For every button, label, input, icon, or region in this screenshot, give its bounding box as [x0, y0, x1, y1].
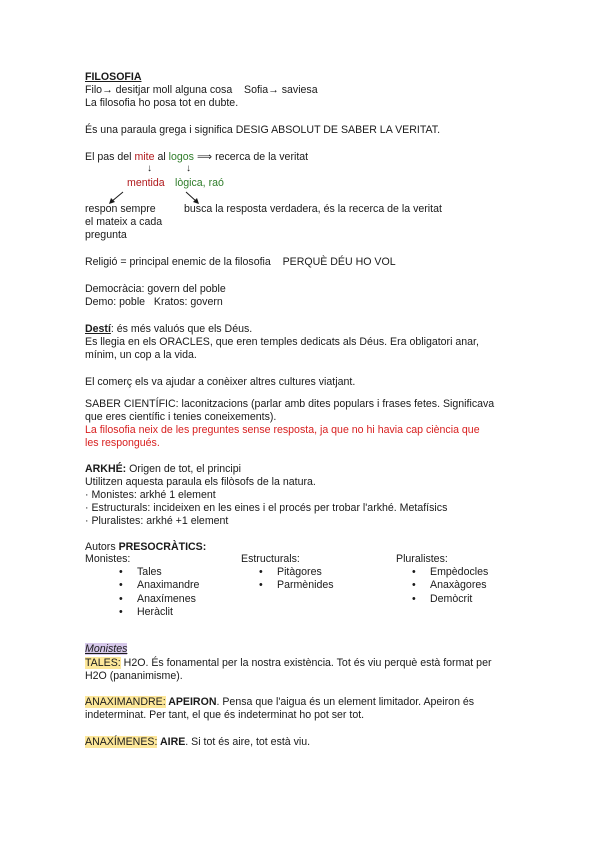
arkhe-line [85, 463, 241, 476]
tales-line: H2O (pananimisme). [85, 670, 183, 682]
desti-text: : és més valuós que els Déus. [110, 323, 253, 335]
pas-pre: El pas del [85, 151, 132, 163]
list-item: • Heràclit [113, 606, 199, 620]
busca-line: busca la resposta verdadera, és la recerca de la veritat [184, 203, 442, 215]
religio-text: Religió = principal enemic de la filosofia [85, 256, 271, 268]
saber-red-line: les respongués. [85, 437, 160, 449]
column-heading: Estructurals: [241, 553, 300, 565]
anaximenes-line [85, 736, 310, 749]
anaximandre-bold: APEIRON [165, 696, 217, 708]
column-heading: Monistes: [85, 553, 131, 565]
arrow-right-icon: → [268, 84, 279, 96]
respon-line: el mateix a cada [85, 216, 163, 228]
tales-text: H2O. És fonamental per la nostra existència. Tot és viu perquè està format per [120, 657, 492, 669]
anaximandre-line [85, 696, 474, 709]
anaximenes-label: ANAXÍMENES: [85, 736, 158, 748]
list-item: • Demòcrit [406, 593, 488, 607]
arkhe-item: · Estructurals: incideixen en les eines i el procés per trobar l'arkhé. Metafísics [85, 502, 448, 514]
tales-line [85, 657, 492, 670]
autors-line [85, 541, 206, 554]
mentida-word: mentida [127, 177, 165, 189]
anaximandre-label: ANAXIMANDRE: [85, 696, 166, 708]
pas-line [85, 151, 308, 164]
doubt-line: La filosofia ho posa tot en dubte. [85, 97, 239, 109]
anaximandre-text: . Pensa que l'aigua és un element limitador. Apeiron és [216, 696, 475, 708]
list-item: • Anaximandre [113, 579, 199, 593]
list-item: • Pitàgores [253, 566, 334, 580]
religio-caps: PERQUÈ DÉU HO VOL [282, 256, 396, 268]
arkhe-item: · Pluralistes: arkhé +1 element [85, 515, 229, 527]
al-word: al [157, 151, 166, 163]
filo-definition: desitjar moll alguna cosa [115, 84, 233, 96]
autors-label: Autors [85, 541, 119, 553]
respon-line: respon sempre [85, 203, 156, 215]
doc-title: FILOSOFIA [85, 71, 142, 83]
etymology-line [85, 84, 318, 97]
column-monistes [85, 553, 199, 620]
greek-line: És una paraula grega i significa DESIG ABSOLUT DE SABER LA VERITAT. [85, 124, 441, 136]
anaximandre-line: indeterminat. Per tant, el que és indeterminat ho pot ser tot. [85, 709, 365, 721]
list-item: • Empèdocles [406, 566, 488, 580]
arkhe-item: · Monistes: arkhé 1 element [85, 489, 216, 501]
saber-line: que eres científic i tenies coneixements). [85, 411, 277, 423]
pas-post: recerca de la veritat [215, 151, 309, 163]
arrow-down-icon: ↓ [186, 163, 191, 174]
comerc-line: El comerç els va ajudar a conèixer altres cultures viatjant. [85, 376, 356, 388]
saber-line: SABER CIENTÍFIC: laconitzacions (parlar amb dites populars i frases fetes. Significava [85, 398, 495, 410]
implies-icon: ⟹ [196, 151, 213, 163]
desti-line: mínim, un cop a la vida. [85, 349, 197, 361]
arkhe-line: Utilitzen aquesta paraula els filòsofs de la natura. [85, 476, 316, 488]
list-item: • Anaxàgores [406, 579, 488, 593]
column-pluralistes [396, 553, 488, 606]
religio-line [85, 256, 396, 269]
sofia-word: Sofia [244, 84, 269, 96]
list-item: • Anaxímenes [113, 593, 199, 607]
filo-word: Filo [85, 84, 103, 96]
arkhe-label: ARKHÉ: [85, 463, 127, 475]
arrow-down-icon: ↓ [147, 163, 152, 174]
tales-label: TALES: [85, 657, 121, 669]
column-estructurals [241, 553, 334, 593]
sofia-definition: saviesa [281, 84, 318, 96]
logos-word: logos [168, 151, 194, 163]
autors-bold: PRESOCRÀTICS: [118, 541, 207, 553]
desti-line [85, 323, 252, 336]
arrow-right-icon: → [102, 84, 113, 96]
democracia-line: Democràcia: govern del poble [85, 283, 226, 295]
arkhe-text: Origen de tot, el principi [126, 463, 242, 475]
logica-word: lògica, raó [175, 177, 224, 189]
demo-line: Demo: poble Kratos: govern [85, 296, 223, 308]
desti-label: Destí [85, 323, 111, 335]
monistes-heading [85, 643, 127, 656]
column-heading: Pluralistes: [396, 553, 448, 565]
respon-line: pregunta [85, 229, 127, 241]
anaximenes-text: . Si tot és aire, tot està viu. [185, 736, 311, 748]
list-item: • Tales [113, 566, 199, 580]
desti-line: Es llegia en els ORACLES, que eren temples dedicats als Déus. Era obligatori anar, [85, 336, 479, 348]
monistes-heading-text: Monistes [85, 643, 128, 655]
list-item: • Parmènides [253, 579, 334, 593]
saber-red-line: La filosofia neix de les preguntes sense resposta, ja que no hi havia cap ciència que [85, 424, 480, 436]
mite-word: mite [134, 151, 155, 163]
anaximenes-bold: AIRE [157, 736, 186, 748]
